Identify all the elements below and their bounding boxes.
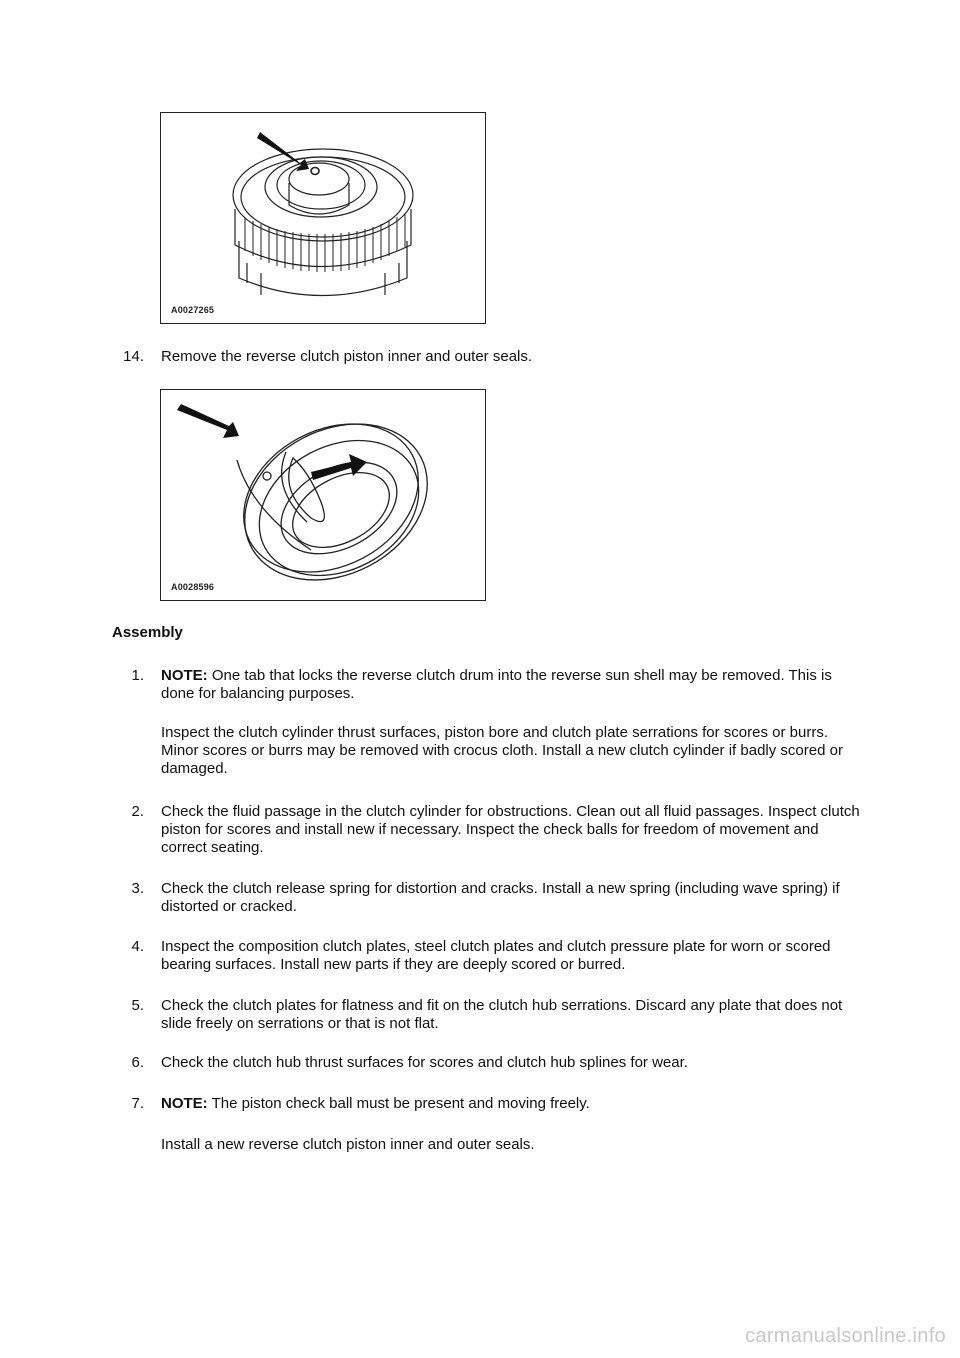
step-number: 1. <box>131 667 144 684</box>
step-number: 14. <box>123 348 144 365</box>
step-text: Check the clutch hub thrust surfaces for scores and clutch hub splines for wear. <box>161 1054 688 1071</box>
note-label: NOTE: <box>161 1095 208 1112</box>
figure-id: A0028596 <box>171 582 215 592</box>
step-number: 4. <box>131 938 144 955</box>
step-number: 6. <box>131 1054 144 1071</box>
step-note <box>161 667 861 703</box>
step-number: 7. <box>131 1095 144 1112</box>
step-text: Check the clutch plates for flatness and fit on the clutch hub serrations. Discard any plate that does not slide freely on serrations or that is not flat. <box>161 997 843 1032</box>
step-number: 3. <box>131 880 144 897</box>
clutch-drum-drawing <box>161 113 487 325</box>
step-number: 5. <box>131 997 144 1014</box>
figure-id: A0027265 <box>171 305 215 315</box>
step-number: 2. <box>131 803 144 820</box>
step-text: Check the clutch release spring for distortion and cracks. Install a new spring (including wave spring) if distorted or cracked. <box>161 880 840 915</box>
note-label: NOTE: <box>161 667 208 684</box>
step-text: Inspect the clutch cylinder thrust surfaces, piston bore and clutch plate serrations for scores or burrs. Minor scores or burrs may be removed with crocus cloth. Install a new clutch cylinder if badly scored or damaged. <box>161 724 843 777</box>
step-note <box>161 1095 861 1113</box>
watermark: carmanualsonline.info <box>745 1325 946 1347</box>
clutch-drum-illustration <box>160 112 486 324</box>
section-heading-assembly: Assembly <box>112 624 183 641</box>
note-text: The piston check ball must be present and moving freely. <box>207 1095 590 1112</box>
piston-seals-drawing <box>161 390 487 602</box>
piston-seals-illustration <box>160 389 486 601</box>
step-text: Install a new reverse clutch piston inner and outer seals. <box>161 1136 535 1153</box>
note-text: One tab that locks the reverse clutch drum into the reverse sun shell may be removed. This is done for balancing purposes. <box>161 667 832 702</box>
step-text: Remove the reverse clutch piston inner and outer seals. <box>161 348 533 365</box>
step-text: Check the fluid passage in the clutch cylinder for obstructions. Clean out all fluid passages. Inspect clutch piston for scores and install new if necessary. Inspect the check balls for freedom of movement and correct seating. <box>161 803 860 856</box>
step-text: Inspect the composition clutch plates, steel clutch plates and clutch pressure plate for worn or scored bearing surfaces. Install new parts if they are deeply scored or burred. <box>161 938 831 973</box>
